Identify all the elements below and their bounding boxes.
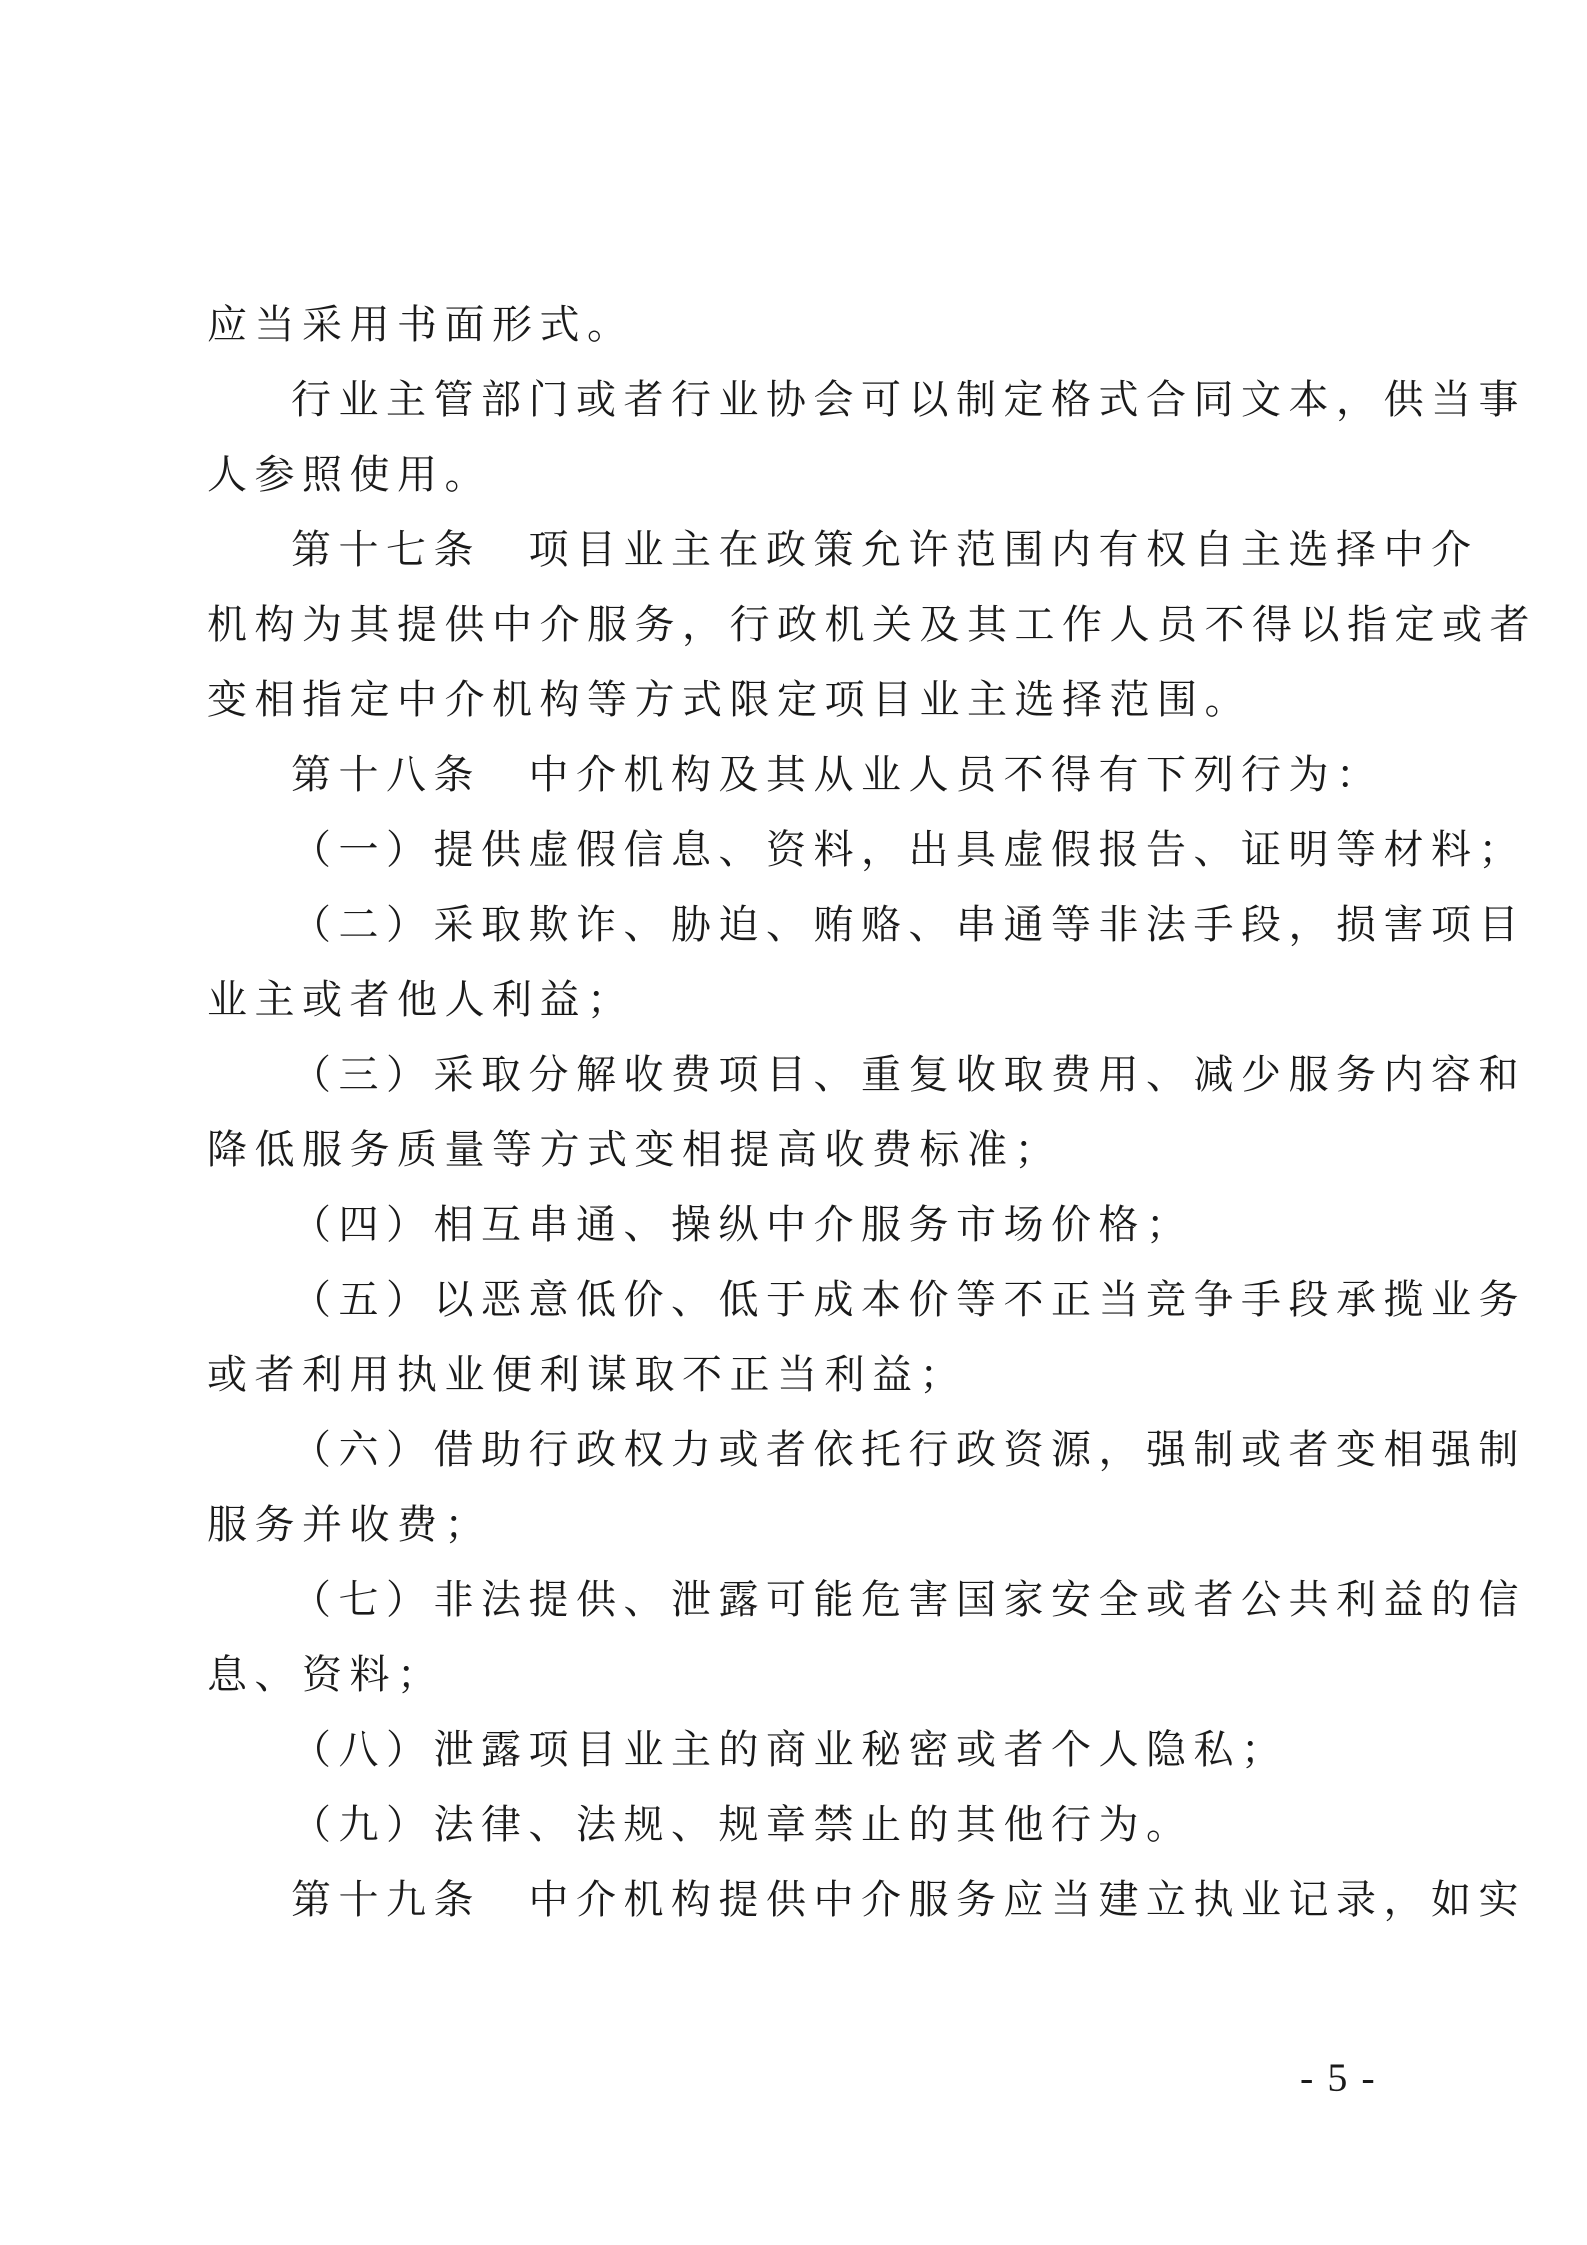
list-item-2: （二）采取欺诈、胁迫、贿赂、串通等非法手段，损害项目: [291, 902, 1526, 948]
article-17-heading-line: 第十七条 项目业主在政策允许范围内有权自主选择中介: [291, 527, 1479, 573]
list-item-1: （一）提供虚假信息、资料，出具虚假报告、证明等材料；: [291, 827, 1526, 873]
body-text: [207, 288, 1537, 1938]
page-number: - 5 -: [1300, 2055, 1377, 2100]
text-line: 应当采用书面形式。: [207, 302, 635, 348]
list-item-8: （八）泄露项目业主的商业秘密或者个人隐私；: [291, 1727, 1289, 1773]
text-line: 服务并收费；: [207, 1502, 492, 1548]
text-line: 机构为其提供中介服务，行政机关及其工作人员不得以指定或者: [207, 602, 1537, 648]
list-item-3: （三）采取分解收费项目、重复收取费用、减少服务内容和: [291, 1052, 1526, 1098]
list-item-6: （六）借助行政权力或者依托行政资源，强制或者变相强制: [291, 1427, 1526, 1473]
list-item-5: （五）以恶意低价、低于成本价等不正当竞争手段承揽业务: [291, 1277, 1526, 1323]
list-item-4: （四）相互串通、操纵中介服务市场价格；: [291, 1202, 1194, 1248]
text-line: 或者利用执业便利谋取不正当利益；: [207, 1352, 967, 1398]
article-18-heading-line: 第十八条 中介机构及其从业人员不得有下列行为：: [291, 752, 1384, 798]
article-19-heading-line: 第十九条 中介机构提供中介服务应当建立执业记录，如实: [291, 1877, 1526, 1923]
text-line: 人参照使用。: [207, 452, 492, 498]
text-line: 降低服务质量等方式变相提高收费标准；: [207, 1127, 1062, 1173]
text-line: 变相指定中介机构等方式限定项目业主选择范围。: [207, 677, 1252, 723]
list-item-7: （七）非法提供、泄露可能危害国家安全或者公共利益的信: [291, 1577, 1526, 1623]
text-line: 行业主管部门或者行业协会可以制定格式合同文本，供当事: [291, 377, 1526, 423]
text-line: 息、资料；: [207, 1652, 445, 1698]
text-line: 业主或者他人利益；: [207, 977, 635, 1023]
list-item-9: （九）法律、法规、规章禁止的其他行为。: [291, 1802, 1194, 1848]
